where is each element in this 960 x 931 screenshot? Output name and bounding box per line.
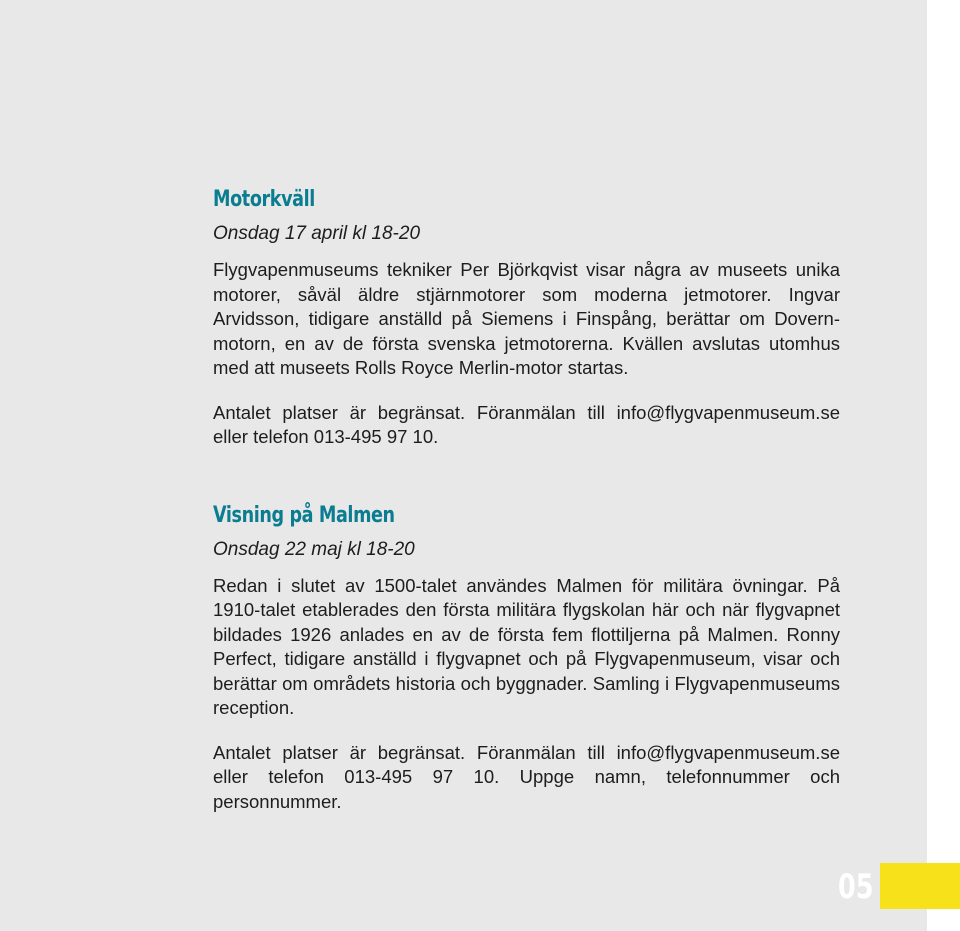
article-content	[213, 182, 840, 814]
event-description: Redan i slutet av 1500-talet användes Malmen för militära övningar. På 1910-talet etablerades den första militära flygskolan här och när flygvapnet bildades 1926 anlades en av de första fem flottiljerna på Malmen. Ronny Perfect, tidigare anställd i flygvapnet och på Flygvapenmuseum, visar och berättar om områdets historia och byggnader. Samling i Flygvapenmuseums reception.	[213, 574, 840, 718]
page-number: 05	[838, 867, 874, 907]
event-title: Visning på Malmen	[213, 502, 395, 528]
event-booking-info: Antalet platser är begränsat. Föranmälan till info@flygvapenmuseum.se eller telefon 013-495 97 10. Uppge namn, telefonnummer och personnummer.	[213, 741, 840, 812]
event-date: Onsdag 17 april kl 18-20	[213, 223, 421, 244]
event-date: Onsdag 22 maj kl 18-20	[213, 538, 415, 560]
paragraph-gap	[213, 721, 840, 741]
event-booking-info: Antalet platser är begränsat. Föranmälan till info@flygvapenmuseum.se eller telefon 013-495 97 10.	[213, 401, 840, 447]
event-description: Flygvapenmuseums tekniker Per Björkqvist visar några av museets unika motorer, såväl äldre stjärnmotorer som moderna jetmotorer. Ingvar Arvidsson, tidigare anställd på Siemens i Finspång, berättar om Dovern-motorn, en av de första svenska jetmotorerna. Kvällen avslutas utomhus med att museets Rolls Royce Merlin-motor startas.	[213, 259, 840, 378]
page-number-yellow-bar	[880, 863, 960, 909]
page-number-tab	[838, 863, 960, 909]
paragraph-gap	[213, 381, 840, 401]
event-visning-malmen	[213, 498, 840, 815]
event-title: Motorkväll	[213, 187, 315, 212]
event-motorkvall	[213, 182, 840, 450]
